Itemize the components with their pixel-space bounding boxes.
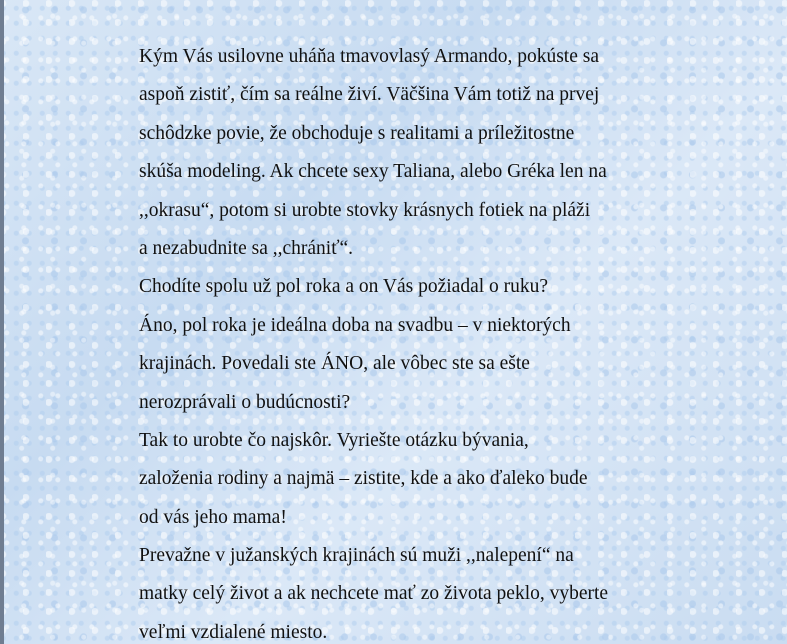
text-line: schôdzke povie, že obchoduje s realitami a príležitostne: [139, 122, 575, 144]
text-line: od vás jeho mama!: [139, 506, 287, 528]
text-line: aspoň zistiť, čím sa reálne živí. Väčšina Vám totiž na prvej: [139, 84, 600, 106]
text-line: a nezabudnite sa ,,chrániť“.: [139, 237, 354, 259]
text-line: založenia rodiny a najmä – zistite, kde a ako ďaleko bude: [139, 468, 588, 490]
document-text-block: [139, 38, 699, 644]
text-line: Áno, pol roka je ideálna doba na svadbu – v niektorých: [139, 314, 571, 336]
text-line: Prevažne v južanských krajinách sú muži ,,nalepení“ na: [139, 545, 574, 567]
text-line: nerozprávali o budúcnosti?: [139, 391, 351, 413]
text-line: ,,okrasu“, potom si urobte stovky krásnych fotiek na pláži: [139, 199, 591, 221]
text-line: Kým Vás usilovne uháňa tmavovlasý Armando, pokúste sa: [139, 46, 599, 67]
text-line: Tak to urobte čo najskôr. Vyriešte otázku bývania,: [139, 429, 529, 451]
text-line: Chodíte spolu už pol roka a on Vás požiadal o ruku?: [139, 276, 549, 298]
text-line: krajinách. Povedali ste ÁNO, ale vôbec ste sa ešte: [139, 353, 530, 375]
text-line: matky celý život a ak nechcete mať zo života peklo, vyberte: [139, 583, 609, 605]
text-line: veľmi vzdialené miesto.: [139, 621, 328, 643]
page-left-border: [0, 0, 4, 644]
text-line: skúša modeling. Ak chcete sexy Taliana, alebo Gréka len na: [139, 161, 607, 183]
